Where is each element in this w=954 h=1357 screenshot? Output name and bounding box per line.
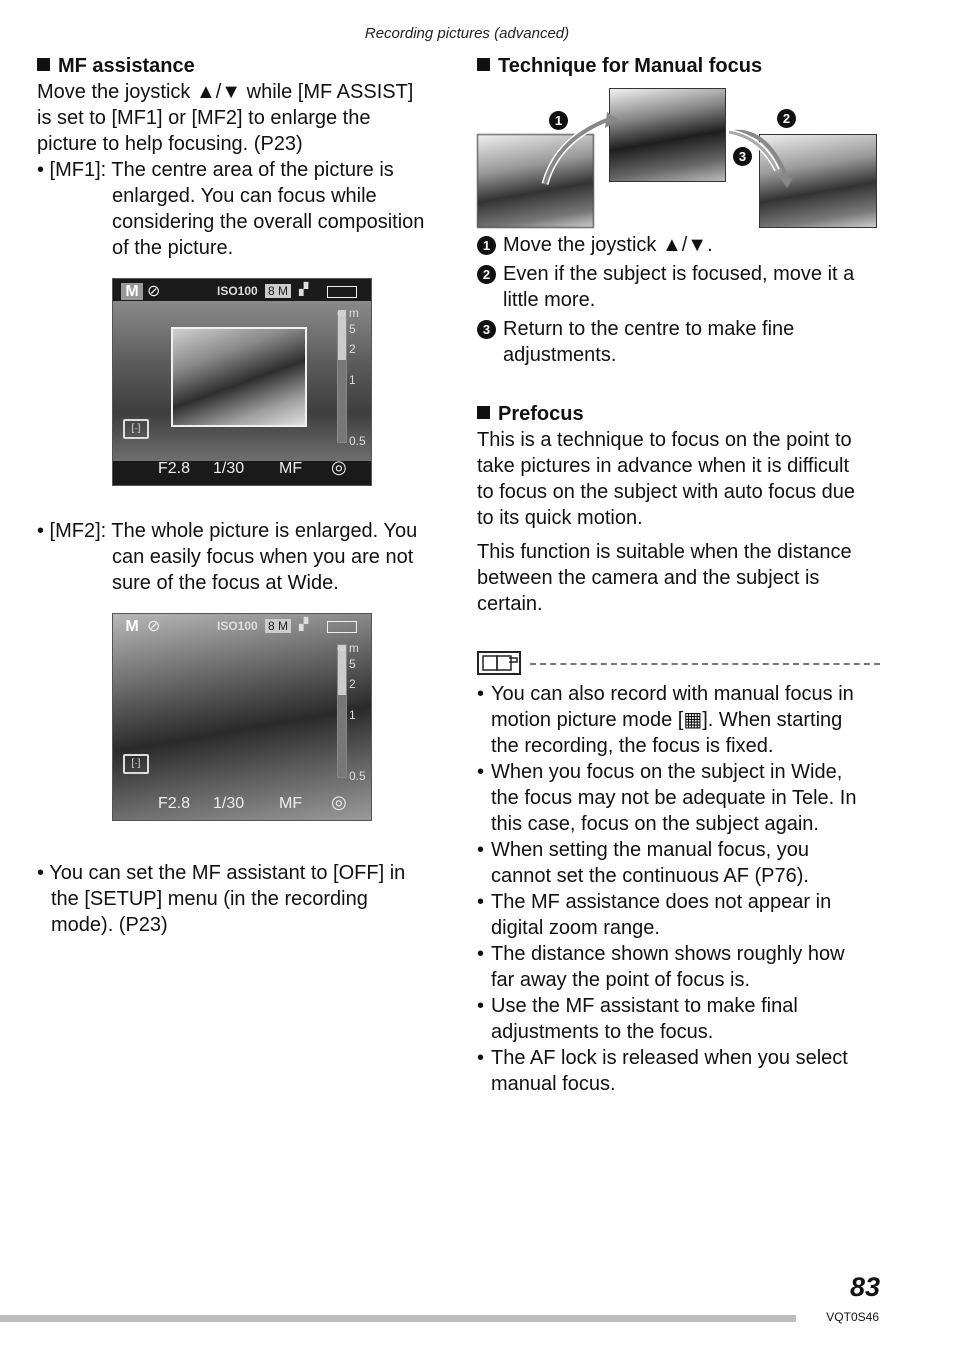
note-separator [530,663,880,665]
mf-assistance-heading: MF assistance [37,53,447,79]
prefocus-heading: Prefocus [477,401,887,427]
metering-icon-2: [·] [123,754,149,774]
battery-icon-2 [327,621,357,633]
flash-off-icon: ⊘ [147,283,161,300]
diagram-badge-1: 1 [549,111,568,130]
scale-min: 0.5 [349,434,366,448]
footer-bar [0,1315,796,1322]
note-item: • The AF lock is released when you select manual focus. [477,1045,887,1097]
notes-list [477,681,887,1097]
stabilizer-icon-2: ◎ [331,792,347,812]
scale-1: 1 [349,373,356,387]
square-bullet-icon-3 [477,406,490,419]
mf1-lcd-screen [112,278,372,486]
stabilizer-icon: ◎ [331,457,347,477]
aperture-readout-2: F2.8 [158,795,191,812]
step-number: 1 [477,236,496,255]
scale-2-2: 2 [349,677,356,691]
technique-heading: Technique for Manual focus [477,53,887,79]
step-number: 2 [477,265,496,284]
aperture-readout: F2.8 [158,460,191,477]
iso-label-2: ISO100 [217,619,258,633]
diagram-badge-3: 3 [733,147,752,166]
battery-icon [327,286,357,298]
mf1-item: • [MF1]: The centre area of the picture is enlarged. You can focus while considering the overall composition of the picture. [37,159,425,259]
shutter-readout-2: 1/30 [213,795,245,812]
running-header: Recording pictures (advanced) [364,25,570,42]
size-label: 8 M [265,284,291,298]
square-bullet-icon-2 [477,58,490,71]
metering-icon: [·] [123,419,149,439]
scale-5: 5 [349,322,356,336]
flash-off-icon-2: ⊘ [147,618,161,635]
prefocus-section [477,401,887,617]
scale-5-2: 5 [349,657,356,671]
mf1-enlarged-area [171,327,307,427]
mode-m-badge: M [121,283,143,300]
note-item: • When you focus on the subject in Wide, the focus may not be adequate in Tele. In this case, focus on the subject again. [477,759,887,837]
mf2-enlarged-photo [113,614,371,820]
note-item: • The distance shown shows roughly how far away the point of focus is. [477,941,887,993]
size-label-2: 8 M [265,619,291,633]
mf-assistance-section [37,53,447,261]
document-code: VQT0S46 [826,1310,879,1324]
note-item: • You can also record with manual focus in motion picture mode [▦]. When starting the recording, the focus is fixed. [477,681,887,759]
step-2: 2 Even if the subject is focused, move it a little more. [477,261,887,313]
scale-1-2: 1 [349,708,356,722]
step-1: 1 Move the joystick ▲/▼. [477,232,887,258]
note-item: • Use the MF assistant to make final adjustments to the focus. [477,993,887,1045]
mode-m-badge-2: M [125,618,139,635]
page-number: 83 [849,1272,880,1302]
shutter-readout: 1/30 [213,460,245,477]
step-number: 3 [477,320,496,339]
mf-intro: Move the joystick ▲/▼ while [MF ASSIST] is set to [MF1] or [MF2] to enlarge the picture to help focusing. (P23) [37,81,414,155]
square-bullet-icon [37,58,50,71]
quality-icon-2: ▞ [299,617,309,631]
scale-infinity: ∞ m [337,306,359,320]
scale-min-2: 0.5 [349,769,366,783]
note-item: • When setting the manual focus, you cannot set the continuous AF (P76). [477,837,887,889]
focus-mode-readout: MF [279,460,303,477]
note-book-icon [477,651,521,675]
focus-scale [337,309,347,443]
focus-arrows-diagram [477,88,877,228]
technique-steps [477,232,887,368]
focus-mode-readout-2: MF [279,795,303,812]
mf2-lcd-screen [112,613,372,821]
scale-2: 2 [349,342,356,356]
step-3: 3 Return to the centre to make fine adjustments. [477,316,887,368]
mf-off-note: • You can set the MF assistant to [OFF] in the [SETUP] menu (in the recording mode). (P23) [37,862,406,936]
focus-scale-2 [337,644,347,778]
prefocus-para-1: This is a technique to focus on the point to take pictures in advance when it is difficult to focus on the subject with auto focus due to its quick motion. [477,429,856,529]
prefocus-para-2: This function is suitable when the distance between the camera and the subject is certain. [477,541,852,615]
scale-infinity-2: ∞ m [337,641,359,655]
mf2-item: • [MF2]: The whole picture is enlarged. You can easily focus when you are not sure of the focus at Wide. [37,520,418,594]
note-item: • The MF assistance does not appear in digital zoom range. [477,889,887,941]
quality-icon: ▞ [299,282,309,296]
iso-label: ISO100 [217,284,258,298]
diagram-badge-2: 2 [777,109,796,128]
